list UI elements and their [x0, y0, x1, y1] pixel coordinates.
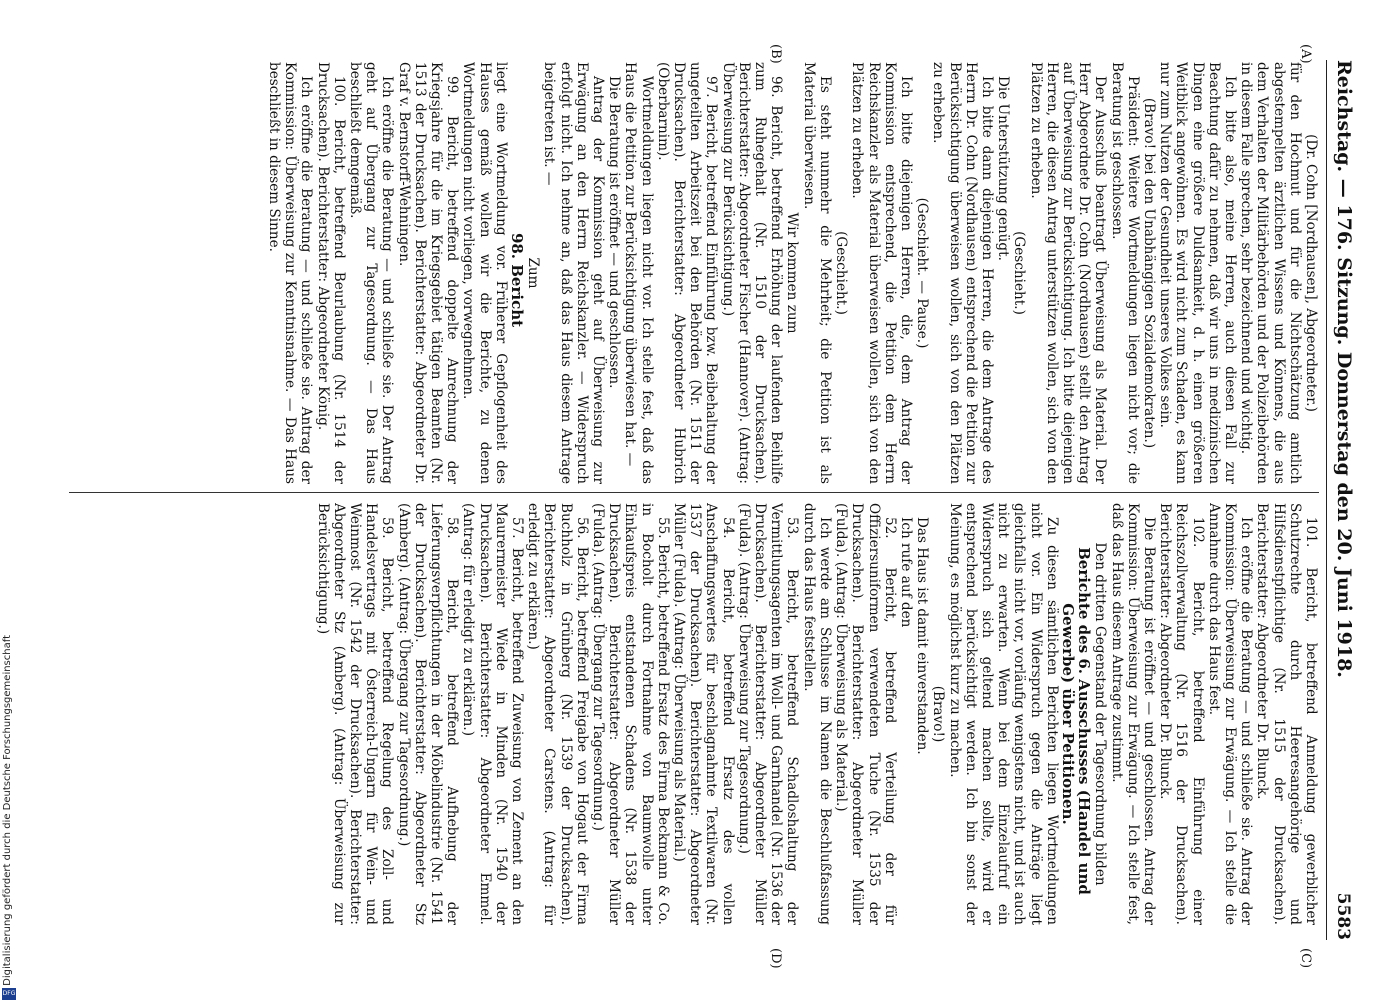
report-item: 102. Bericht, betreffend Einführung einer Reichszollverwaltung (Nr. 1516 der Drucksachen). Berichterstatter: Abgeordneter Dr. Blunck. — [1157, 503, 1206, 925]
paragraph: Ich bitte also, meine Herren, auch diesen Fall zur Beachtung dafür zu nehmen, daß wir uns in medizinischen Dingen eine größere Duldsamkeit, d. h. einen größeren Weitblick angewöhnen. Es wird nicht zum Schaden, es kann nur zum Nutzen der Gesundheit unseres Volkes sein. — [1157, 62, 1238, 484]
report-item: 56. Bericht, betreffend Freigabe von Hogaut der Firma Buchholz in Grünberg (Nr. 1539 der Drucksachen). Berichterstatter: Abgeordneter Carstens. (Antrag: für erledigt zu erklären.) — [525, 503, 590, 925]
paragraph: Die Unterstützung genügt. — [995, 76, 1012, 261]
paragraph: Zu diesen sämtlichen Berichten liegen Wortmeldungen nicht vor. Ein Widerspruch gegen die Anträge liegt gleichfalls nicht vor, vorläufig wenigstens nicht, und ist auch nicht zu erwarten. Wenn bei dem Einzelaufruf ein Widerspruch sich geltend machen sollte, wird er entsprechend berücksichtigt werden. Ich bin sonst der Meinung, es möglichst kurz zu machen. — [946, 503, 1060, 925]
paragraph: (Bravo! bei den Unabhängigen Sozialdemokraten.) — [1140, 97, 1157, 449]
paragraph: (Geschieht. — Pause.) — [914, 197, 931, 349]
paragraph: Zum — [525, 257, 542, 289]
page-header-title: Reichstag. — 176. Sitzung. Donnerstag den 20. Juni 1918. — [1333, 60, 1355, 678]
paragraph: Ich eröffne die Beratung — und schließe sie. Antrag der Kommission: Überweisung zur Kenntnisnahme. — Das Haus beschließt in diesem Sinne. — [266, 62, 315, 484]
paragraph: Ich eröffne die Beratung — und schließe sie. Der Antrag geht auf Übergang zur Tagesordnung. — Das Haus beschließt demgemäß. — [347, 62, 396, 484]
margin-mark-a: (A) — [1298, 44, 1313, 64]
report-item: 57. Bericht, betreffend Zuweisung von Zement an den Maurermeister Wiede in Minden (Nr. 1540 der Drucksachen). Berichterstatter: Abgeordneter Emmel. (Antrag: für erledigt zu erklären.) — [460, 503, 526, 925]
report-item: 58. Bericht, betreffend Aufhebung der Lieferungsverpflichtungen in der Möbelindustrie (Nr. 1541 der Drucksachen). Berichterstatter: Abgeordneter Stz (Amberg). (Antrag: Übergang zur Tagesordnung.) — [395, 503, 461, 925]
paragraph: Ich bitte dann diejenigen Herren, die dem Antrage des Herrn Dr. Cohn (Nordhausen) entsprechend die Petition zur Berücksichtigung überweisen wollen, sich von den Plätzen zu erheben. — [930, 62, 995, 484]
report-item: 53. Bericht, betreffend Schadloshaltung der Vermittlungsagenten im Woll- und Garnhandel (Nr. 1536 der Drucksachen). Berichterstatter: Abgeordneter Müller (Fulda). (Antrag: Überweisung zur Tagesordnung.) — [735, 503, 801, 925]
report-item: 54. Bericht, betreffend Ersatz des vollen Anschaffungswertes für beschlagnahmte Textilwaren (Nr. 1537 der Drucksachen). Berichterstatter: Abgeordneter Müller (Fulda). (Antrag: Überweisung als Material.) — [671, 503, 736, 925]
column-divider — [69, 492, 1319, 493]
report-item: 101. Bericht, betreffend Anmeldung gewerblicher Schutzrechte durch Heeresangehörige und Hilfsdienstpflichtige (Nr. 1515 der Drucksachen). Berichterstatter: Abgeordneter Dr. Blunck. — [1254, 503, 1319, 925]
paragraph: Die Beratung ist eröffnet — und geschlossen. Antrag der Kommission: Überweisung zur Erwägung. — Ich stelle fest, daß das Haus diesem Antrage zustimmt. — [1108, 503, 1157, 925]
report-item: 59. Bericht, betreffend Regelung des Zoll- und Handelsvertrags mit Österreich-Ungarn für Wein- und Weinmost (Nr. 1542 der Drucksachen). Berichterstatter: Abgeordneter Stz (Amberg). (Antrag: Überweisung zur Berücksichtigung.) — [314, 503, 396, 925]
paragraph: Das Haus ist damit einverstanden. — [914, 517, 931, 755]
paragraph: Antrag der Kommission geht auf Überweisung zur Erwägung an den Herrn Reichskanzler. — Widerspruch erfolgt nicht. Ich nehme an, daß das Haus diesem Antrage beigetreten ist. — — [541, 62, 607, 484]
paragraph: Es steht nunmehr die Mehrheit; die Petition ist als Material überwiesen. — [800, 62, 833, 484]
paragraph: (Bravo!) — [930, 685, 947, 743]
paragraph: (Dr. Cohn [Nordhausen], Abgeordneter.) — [1303, 134, 1319, 412]
paragraph: (Geschieht.) — [833, 231, 850, 315]
paragraph: (Geschieht.) — [1011, 231, 1028, 315]
report-item: 100. Bericht, betreffend Beurlaubung (Nr. 1514 der Drucksachen). Berichterstatter: Abgeordneter König. — [314, 62, 347, 484]
report-item: 52. Bericht, betreffend Verteilung der für Offiziersuniformen verwendeten Tuche (Nr. 1535 der Drucksachen). Berichterstatter: Abgeordneter Müller (Fulda). (Antrag: Überweisung als Material.) — [833, 503, 898, 925]
report-item: 99. Bericht, betreffend doppelte Anrechnung der Kriegsjahre für die im Kriegsgebiet tätigen Beamten (Nr. 1513 der Drucksachen). Berichterstatter: Abgeordneter Dr. Graf v. Bernstorff-Wehningen. — [395, 62, 461, 484]
dfg-logo-icon: DFG — [2, 988, 16, 1000]
paragraph: liegt eine Wortmeldung vor. Früherer Gepflogenheit des Hauses gemäß wollen wir die Berichte, zu denen Wortmeldungen nicht vorliegen, vorwegnehmen. — [460, 62, 509, 484]
margin-mark-c: (C) — [1298, 948, 1313, 969]
paragraph: Ich werde am Schlusse im Namen die Beschlußfassung durch das Haus feststellen. — [800, 503, 833, 925]
margin-mark-b: (B) — [768, 44, 783, 64]
left-text-column — [49, 62, 1319, 484]
paragraph: Wortmeldungen liegen nicht vor. Ich stelle fest, daß das Haus die Petition zur Berücksichtigung überwiesen hat. — — [622, 62, 655, 484]
report-item: 96. Bericht, betreffend Erhöhung der laufenden Beihilfe zum Ruhegehalt (Nr. 1510 der Drucksachen). Berichterstatter: Abgeordneter Fischer (Hannover). (Antrag: Überweisung zur Berücksichtigung.) — [719, 62, 785, 484]
paragraph: Ich bitte diejenigen Herren, die, dem Antrag der Kommission entsprechend, die Petition dem Herrn Reichskanzler als Material überweisen wollen, sich von den Plätzen zu erheben. — [849, 62, 914, 484]
section-heading: 98. Bericht — [508, 232, 527, 328]
right-text-column — [49, 503, 1319, 925]
paragraph: Präsident: Weitere Wortmeldungen liegen nicht vor; die Beratung ist geschlossen. — [1108, 62, 1141, 484]
credit-text: Digitalisierung gefördert durch die Deutsche Forschungsgemeinschaft — [2, 635, 13, 986]
section-heading: Berichte des 6. Ausschusses (Handel und Gewerbe) über Petitionen. — [1058, 547, 1094, 895]
paragraph: Ich eröffne die Beratung — und schließe sie. Antrag der Kommission: Überweisung zur Erwägung. — Ich stelle die Annahme durch das Haus fest. — [1205, 503, 1255, 925]
digitization-credit — [0, 600, 22, 1000]
paragraph: Den dritten Gegenstand der Tagesordnung bilden — [1092, 542, 1109, 886]
paragraph: Ich rufe auf den — [897, 517, 914, 628]
page-number: 5583 — [1333, 892, 1353, 940]
paragraph: Wir kommen zum — [784, 212, 801, 334]
report-item: 55. Bericht, betreffend Ersatz des Firma Beckmann & Co. in Bocholt durch Fortnahme von Baumwolle unter Einkaufspreis entstandenen Schadens (Nr. 1538 der Drucksachen). Berichterstatter: Abgeordneter Müller (Fulda). (Antrag: Übergang zur Tagesordnung.) — [590, 503, 671, 925]
report-item: 97. Bericht, betreffend Einführung bzw. Beibehaltung der ungeteilten Arbeitszeit bei den Behörden (Nr. 1511 der Drucksachen). Berichterstatter: Abgeordneter Hubrich (Oberbarnim). — [654, 62, 720, 484]
paragraph: Der Ausschuß beantragt Überweisung als Material. Der Herr Abgeordnete Dr. Cohn (Nordhausen) stellt den Antrag auf Überweisung zur Berücksichtigung. Ich bitte diejenigen Herren, die diesen Antrag unterstützen wollen, sich von den Plätzen zu erheben. — [1027, 62, 1109, 484]
paragraph: Die Beratung ist eröffnet — und geschlossen. — [606, 76, 623, 389]
paragraph: für den Hochmut und für die Nichtschätzung amtlich abgestempelten ärztlichen Wissens und Könnens, die aus dem Verhalten der Militärbehörden und der Polizeibehörden in diesem Falle sprechen, sehr bezeichnend und wichtig. — [1238, 62, 1303, 484]
page-header — [1326, 60, 1355, 940]
margin-mark-d: (D) — [768, 948, 783, 969]
